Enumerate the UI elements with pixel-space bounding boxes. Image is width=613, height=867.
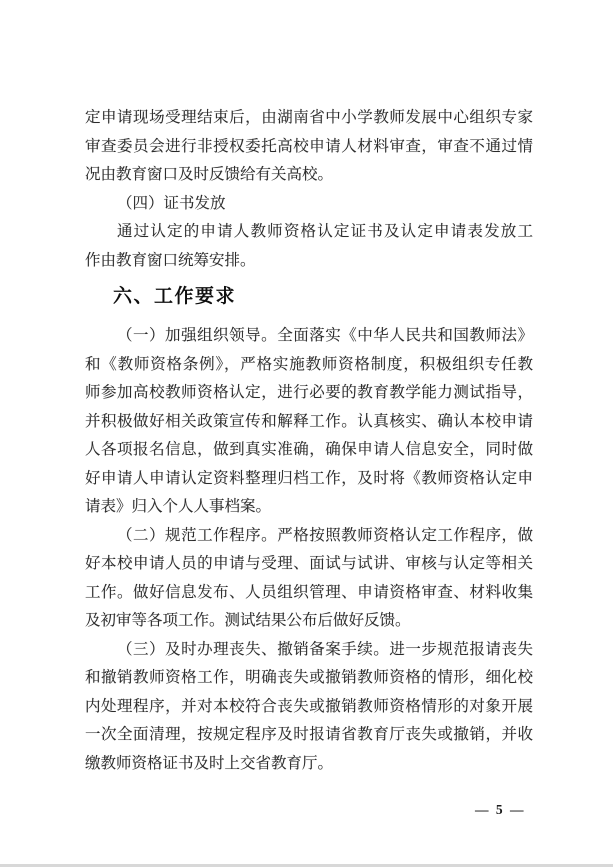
- text-line: 人各项报名信息，做到真实准确，确保申请人信息安全，同时做: [85, 441, 533, 458]
- text-line: 和《教师资格条例》，严格实施教师资格制度，积极组织专任教: [85, 355, 533, 373]
- text-line: 及初审等各项工作。测试结果公布后做好反馈。: [85, 612, 411, 629]
- text-line: 审查委员会进行非授权委托高校申请人材料审查，审查不通过情: [85, 137, 533, 155]
- paragraph: [85, 218, 533, 275]
- paragraph: [85, 322, 533, 522]
- text-line: 并积极做好相关政策宣传和解释工作。认真核实、确认本校申请: [85, 412, 533, 430]
- text-line: 和撤销教师资格工作，明确丧失或撤销教师资格的情形，细化校: [85, 669, 533, 686]
- text-line: 内处理程序，并对本校符合丧失或撤销教师资格情形的对象开展: [85, 697, 533, 715]
- text-line: 师参加高校教师资格认定，进行必要的教育教学能力测试指导，: [85, 384, 533, 401]
- paragraph: [85, 104, 533, 190]
- text-line: 请表》归入个人人事档案。: [85, 498, 272, 515]
- text-line: 好申请人申请认定资料整理归档工作，及时将《教师资格认定申: [85, 469, 533, 487]
- text-line: 工作。做好信息发布、人员组织管理、申请资格审查、材料收集: [85, 583, 533, 601]
- text-line: （三）及时办理丧失、撤销备案手续。进一步规范报请丧失: [117, 640, 533, 658]
- text-line: （四）证书发放: [117, 194, 226, 212]
- text-line: 一次全面清理，按规定程序及时报请省教育厅丧失或撤销，并收: [85, 726, 533, 743]
- text-line: 缴教师资格证书及时上交省教育厅。: [85, 754, 334, 772]
- text-line: 好本校申请人员的申请与受理、面试与试讲、审核与认定等相关: [85, 555, 533, 572]
- paragraph: [85, 636, 533, 779]
- document-body: [85, 104, 533, 778]
- paragraph: [85, 190, 533, 219]
- section-heading: 六、工作要求: [113, 286, 237, 307]
- paragraph: [85, 522, 533, 636]
- text-line: 作由教育窗口统筹安排。: [85, 251, 256, 269]
- text-line: （一）加强组织领导。全面落实《中华人民共和国教师法》: [117, 327, 533, 344]
- text-line: 定申请现场受理结束后，由湖南省中小学教师发展中心组织专家: [85, 109, 533, 126]
- page-number: — 5 —: [475, 802, 526, 817]
- text-line: （二）规范工作程序。严格按照教师资格认定工作程序，做: [117, 526, 533, 544]
- text-line: 况由教育窗口及时反馈给有关高校。: [85, 166, 334, 183]
- text-line: 通过认定的申请人教师资格认定证书及认定申请表发放工: [117, 223, 533, 240]
- page-footer: [0, 802, 613, 824]
